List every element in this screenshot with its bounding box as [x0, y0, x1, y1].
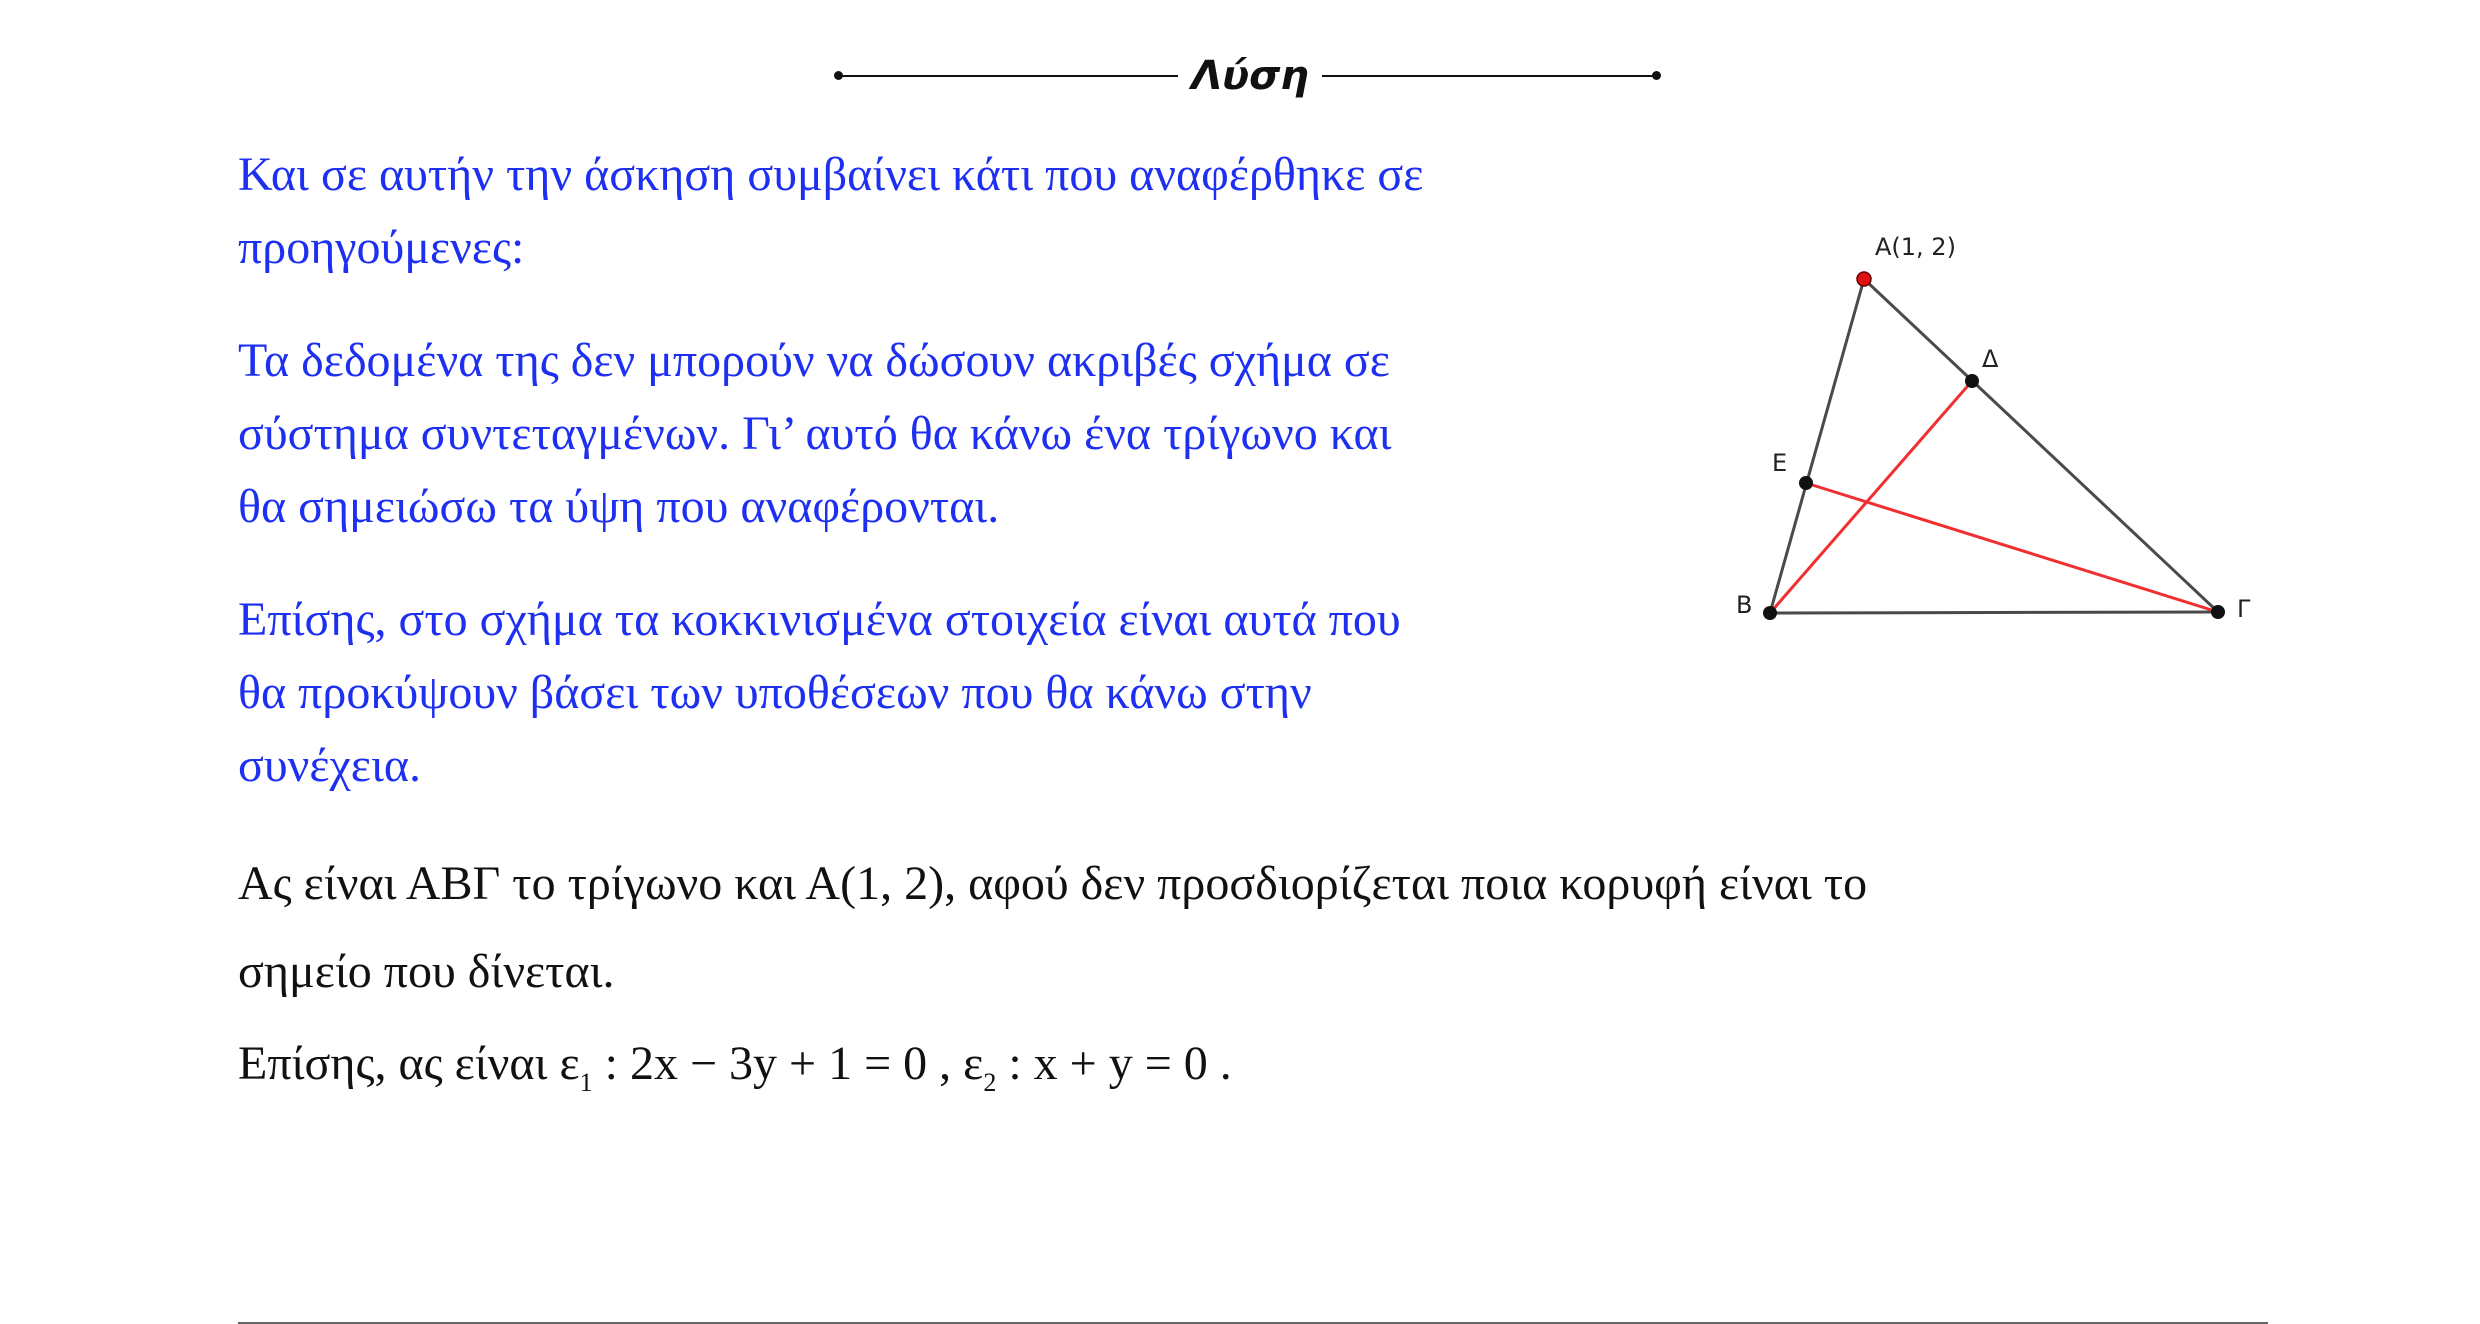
header-line-left — [842, 75, 1178, 77]
label-E: Ε — [1772, 449, 1788, 477]
triangle-figure — [1700, 215, 2300, 635]
eps2-equation: : x + y = 0 — [996, 1037, 1208, 1090]
note-paragraph-3: Επίσης, στο σχήμα τα κοκκινισμένα στοιχεία είναι αυτά που θα προκύψουν βάσει των υποθέσεων που θα κάνω στην συνέχεια. — [238, 593, 1401, 792]
label-B: Β — [1736, 591, 1753, 619]
side-AB — [1770, 279, 1864, 613]
header-title: Λύση — [1191, 53, 1309, 99]
label-G: Γ — [2237, 595, 2251, 623]
label-A: Α(1, 2) — [1875, 233, 1956, 261]
eps2-symbol: ε — [963, 1037, 984, 1090]
vertex-G — [2211, 605, 2225, 619]
vertex-A — [1857, 272, 1871, 286]
altitude-BD — [1770, 381, 1972, 613]
p4-text-a: Ας είναι ΑΒΓ το τρίγωνο και — [238, 857, 806, 910]
triangle-definition-paragraph — [238, 840, 2298, 1016]
side-BG — [1770, 612, 2218, 613]
point-E — [1799, 476, 1813, 490]
eps2-index: 2 — [983, 1068, 997, 1097]
vertex-B — [1763, 606, 1777, 620]
header-dot-right — [1652, 71, 1661, 80]
header-line-right — [1322, 75, 1656, 77]
eps1-index: 1 — [579, 1068, 593, 1097]
lines-definition-paragraph — [238, 1020, 2298, 1127]
solution-header — [834, 46, 1664, 106]
point-A-coordinates: Α(1, 2) — [805, 857, 945, 910]
note-paragraph-2: Τα δεδομένα της δεν μπορούν να δώσουν ακριβές σχήμα σε σύστημα συντεταγμένων. Γι’ αυτό θα κάνω ένα τρίγωνο και θα σημειώσω τα ύψη που αναφέρονται. — [238, 334, 1392, 533]
p4-text-line2: σημείο που δίνεται. — [238, 945, 615, 998]
eps1-symbol: ε — [559, 1037, 580, 1090]
p5-intro: Επίσης, ας είναι — [238, 1037, 560, 1090]
altitude-GE — [1806, 483, 2218, 612]
note-paragraph-1: Και σε αυτήν την άσκηση συμβαίνει κάτι που αναφέρθηκε σε προηγούμενες: — [238, 148, 1424, 274]
p4-text-b: , αφού δεν προσδιορίζεται ποια κορυφή είναι το — [944, 857, 1868, 910]
point-D — [1965, 374, 1979, 388]
p5-separator: , — [927, 1037, 964, 1090]
p5-end: . — [1207, 1037, 1232, 1090]
eps1-equation: : 2x − 3y + 1 = 0 — [592, 1037, 928, 1090]
label-D: Δ — [1982, 345, 1999, 373]
